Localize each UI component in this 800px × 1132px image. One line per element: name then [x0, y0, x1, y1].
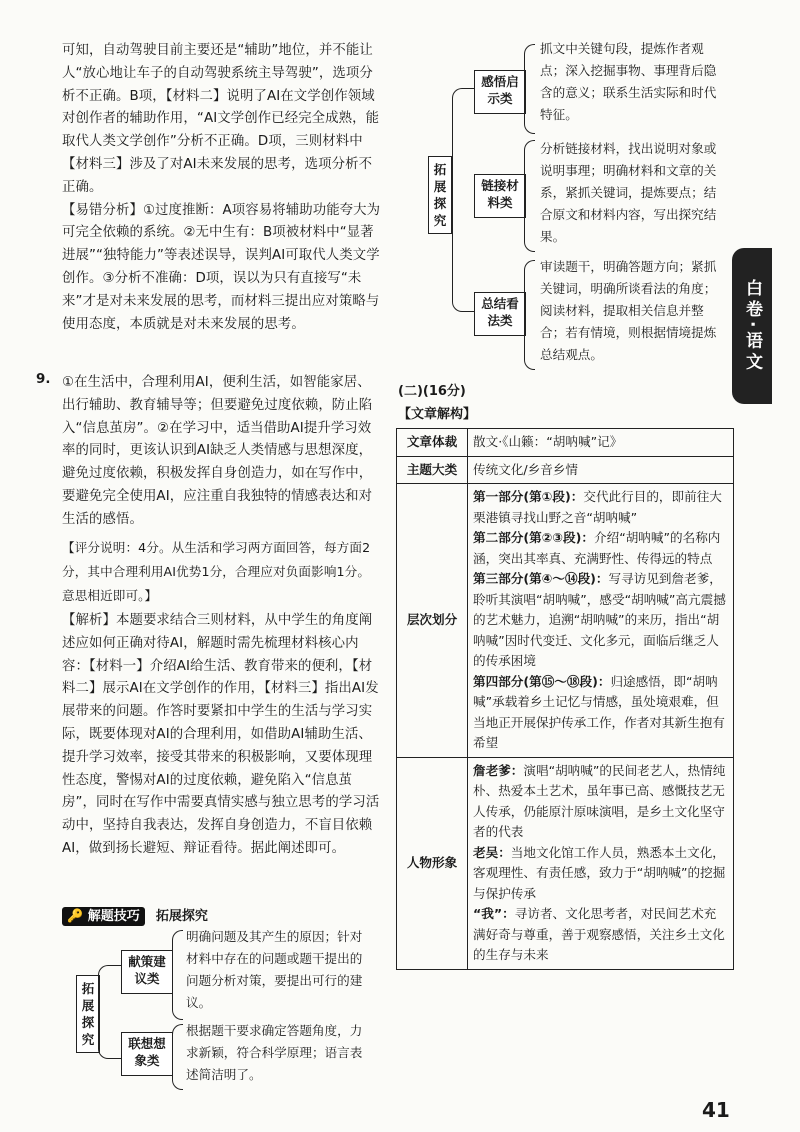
row-label: 人物形象: [397, 757, 468, 969]
diagram-brace: [524, 140, 535, 252]
layer-item: 第三部分(第④～⑭段)：写寻访见到詹老爹，聆听其演唱“胡呐喊”，感受“胡呐喊”高亢震撼的艺术魅力，追溯“胡呐喊”的来历，指出“胡呐喊”因时代变迁、文化多元，面临后继乏人的传承困境: [473, 571, 726, 668]
structure-table: [396, 428, 734, 970]
diagram-branch-box: 献策建议类: [121, 950, 173, 994]
tip-header: [62, 905, 208, 924]
row-value: 散文·《山籁：“胡呐喊”记》: [468, 429, 734, 457]
character-item: 老吴：当地文化馆工作人员，熟悉本土文化，客观理性、有责任感，致力于“胡呐喊”的挖掘与保护传承: [473, 844, 726, 901]
row-label: 文章体裁: [397, 429, 468, 457]
diagram-root: 拓展探究: [428, 156, 452, 234]
page-number: 41: [702, 1098, 730, 1122]
layer-item: 第二部分(第②③段)：介绍“胡呐喊”的名称内涵，突出其率真、充满野性、传得远的特点: [473, 530, 721, 566]
q9-answer: ①在生活中，合理利用AI，便利生活，如智能家居、出行辅助、教育辅导等；但要避免过度依赖，防止陷入“信息茧房”。②在学习中，适当借助AI提升学习效率的同时，更该认识到AI缺乏人类情感与思想深度，避免过度依赖，积极发挥自身创造力，如在写作中，要避免完全使用AI，应注重自我独特的情感表达和对生活的感悟。: [62, 375, 373, 527]
error-analysis: 【易错分析】①过度推断：A项容易将辅助功能夸大为可完全依赖的系统。②无中生有：B项被材料中“显著进展”“独特能力”等表述误导，误判AI可取代人类文学创作。③分析不准确：D项，误以为只有直接写“未来”才是对未来发展的思考，而材料三提出应对策略与使用态度，本质就是对未来发展的思考。: [62, 202, 381, 332]
row-value: [468, 484, 734, 758]
layer-item: 第一部分(第①段)：交代此行目的，即前往大栗港镇寻找山野之音“胡呐喊”: [473, 489, 722, 525]
diagram-root: 拓展探究: [76, 975, 100, 1053]
row-value: [468, 757, 734, 969]
layer-item: 第四部分(第⑮～⑱段)：归途感悟，即“胡呐喊”承载着乡土记忆与情感，虽处境艰难，但当地正开展保护传承工作，作者对其新生抱有希望: [473, 673, 725, 750]
table-row: [397, 456, 734, 484]
analysis: 【解析】本题要求结合三则材料，从中学生的角度阐述应如何正确对待AI，解题时需先梳理材料核心内容：【材料一】介绍AI给生活、教育带来的便利，【材料二】展示AI在文学创作的作用，【材料三】指出AI发展带来的问题。作答时要紧扣中学生的生活与学习实际，既要体现对AI的合理利用，如借助AI辅助生活、提升学习效率，接受其带来的积极影响，又要体现理性态度，警惕对AI的过度依赖，避免陷入“信息茧房”，同时在写作中需要真情实感与独立思考的学习活动中，坚持自我表达，发挥自身创造力，不盲目依赖AI，做到扬长避短、辩证看待。据此阐述即可。: [62, 613, 380, 856]
row-label: 层次划分: [397, 484, 468, 758]
tip-tag: 🔑 解题技巧: [62, 907, 145, 926]
table-row: [397, 757, 734, 969]
diagram-brace: [524, 260, 535, 370]
character-item: “我”：寻访者、文化思考者，对民间艺术充满好奇与尊重，善于观察感悟，关注乡土文化的生存与未来: [473, 906, 725, 962]
tip-title: 拓展探究: [155, 909, 208, 924]
table-row: [397, 429, 734, 457]
diagram-brace: [172, 1024, 183, 1090]
diagram-branch-box: 感悟启示类: [474, 70, 526, 114]
diagram-branch-box: 总结看法类: [474, 292, 526, 336]
question-number: 9.: [36, 372, 51, 387]
diagram-brace: [98, 965, 121, 1059]
side-tab: 白卷·语文: [732, 248, 772, 404]
character-item: 詹老爹：演唱“胡呐喊”的民间老艺人，热情纯朴、热爱本土艺术，虽年事已高、感慨技艺无人传承，仍能原汁原味演唱，是乡土文化坚守者的代表: [473, 762, 726, 839]
paragraph: 可知，自动驾驶目前主要还是“辅助”地位，并不能让人“放心地让车子的自动驾驶系统主导驾驶”，选项分析不正确。B项，【材料二】说明了AI在文学创作领域对创作者的辅助作用，“AI文学创作已经完全成熟，能取代人类文学创作”分析不正确。D项，三则材料中【材料三】涉及了对AI未来发展的思考，选项分析不正确。: [62, 43, 380, 195]
diagram-branch-text: 分析链接材料，找出说明对象或说明事理；明确材料和文章的关系，紧抓关键词，提炼要点；结合原文和材料内容，写出探究结果。: [540, 141, 717, 244]
diagram-brace: [524, 44, 535, 134]
diagram-branch-text: 根据题干要求确定答题角度，力求新颖，符合科学原理；语言表述简洁明了。: [186, 1023, 363, 1082]
row-value: 传统文化/乡音乡情: [468, 456, 734, 484]
section-label: (二)(16分): [398, 384, 466, 399]
row-label: 主题大类: [397, 456, 468, 484]
diagram-branch-text: 抓文中关键句段，提炼作者观点；深入挖掘事物、事理背后隐含的意义；联系生活实际和时代特征。: [540, 41, 717, 122]
left-column: [62, 40, 382, 336]
diagram-branch-text: 审读题干，明确答题方向；紧抓关键词，明确所谈看法的角度；阅读材料，提取相关信息并整合；若有情境，则根据情境提炼总结观点。: [540, 259, 717, 362]
diagram-brace: [172, 930, 183, 1020]
diagram-branch-text: 明确问题及其产生的原因；针对材料中存在的问题或题干提出的问题分析对策，要提出可行的建议。: [186, 929, 363, 1010]
diagram-branch-box: 链接材料类: [474, 174, 526, 218]
diagram-brace: [452, 88, 475, 312]
struct-title: 【文章解构】: [398, 407, 477, 422]
score-note: 【评分说明：4分。从生活和学习两方面回答，每方面2分，其中合理利用AI优势1分，合理应对负面影响1分。意思相近即可。】: [62, 540, 371, 603]
diagram-branch-box: 联想想象类: [121, 1032, 173, 1076]
table-row: [397, 484, 734, 758]
